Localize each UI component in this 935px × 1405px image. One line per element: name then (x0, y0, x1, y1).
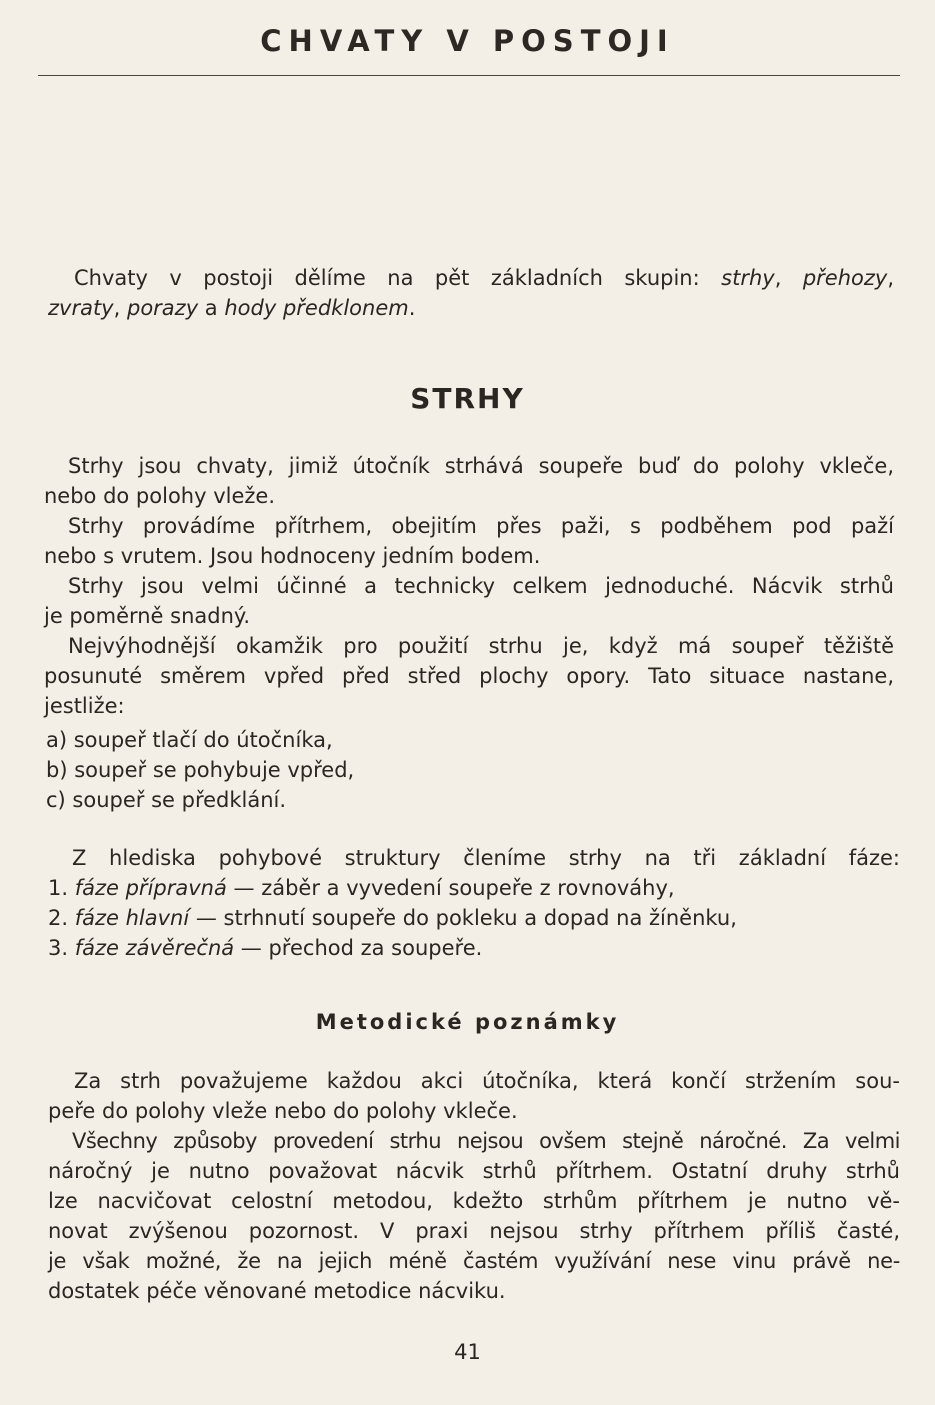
phase-number: 2. (48, 906, 75, 930)
sp2-line-2: náročný je nutno považovat nácvik strhů přítrhem. Ostatní druhy strhů (48, 1159, 900, 1183)
intro-line-2 (48, 293, 894, 323)
section-body (44, 451, 894, 721)
page-header-title: CHVATY V POSTOJI (260, 24, 675, 58)
phase-description: — strhnutí soupeře do pokleku a dopad na žíněnku, (189, 906, 737, 930)
term-prehozy: přehozy (802, 266, 888, 290)
phase-name: fáze závěrečná (74, 936, 235, 960)
sp2-line-6: dostatek péče věnované metodice nácviku. (48, 1279, 506, 1303)
intro-line-1 (48, 263, 894, 293)
p3-line-1: Strhy jsou velmi účinné a technicky celkem jednoduché. Nácvik strhů (68, 574, 894, 598)
page-number: 41 (454, 1340, 481, 1364)
intro-paragraph (48, 263, 894, 323)
subsection-title: Metodické poznámky (315, 1010, 620, 1034)
p4-line-3: jestliže: (44, 694, 125, 718)
p2-line-2: nebo s vrutem. Jsou hodnoceny jedním bodem. (44, 544, 541, 568)
sp1-line-1: Za strh považujeme každou akci útočníka, která končí stržením sou- (74, 1069, 900, 1093)
sp2-line-5: je však možné, že na jejich méně častém využívání nese vinu právě ne- (48, 1249, 900, 1273)
sp1-line-2: peře do polohy vleže nebo do polohy vkleče. (48, 1099, 518, 1123)
term-strhy: strhy (721, 266, 775, 290)
section-title: STRHY (410, 382, 525, 415)
conditions-list (46, 725, 896, 815)
phase-description: — záběr a vyvedení soupeře z rovnováhy, (226, 876, 675, 900)
phase-name: fáze hlavní (74, 906, 190, 930)
separator: . (408, 296, 416, 320)
separator: , (113, 296, 127, 320)
list-item: c) soupeř se předklání. (46, 788, 287, 812)
p4-line-2: posunuté směrem vpřed před střed plochy opory. Tato situace nastane, (44, 664, 894, 688)
phases-block (48, 843, 900, 963)
p1-line-1: Strhy jsou chvaty, jimiž útočník strhává soupeře buď do polohy vkleče, (68, 454, 894, 478)
p2-line-1: Strhy provádíme přítrhem, obejitím přes paži, s podběhem pod paží (68, 514, 894, 538)
phase-number: 3. (48, 936, 75, 960)
sp2-line-1: Všechny způsoby provedení strhu nejsou ovšem stejně náročné. Za velmi (72, 1129, 900, 1153)
list-item: b) soupeř se pohybuje vpřed, (46, 758, 355, 782)
phase-number: 1. (48, 876, 75, 900)
p4-line-1: Nejvýhodnější okamžik pro použití strhu je, když má soupeř těžiště (68, 634, 894, 658)
sp2-line-4: novat zvýšenou pozornost. V praxi nejsou strhy přítrhem příliš časté, (48, 1219, 900, 1243)
term-porazy: porazy (126, 296, 199, 320)
header-rule (38, 75, 900, 76)
list-item: a) soupeř tlačí do útočníka, (46, 728, 333, 752)
separator: , (774, 266, 803, 290)
list-item (48, 903, 900, 933)
term-hody-predklonem: hody předklonem (224, 296, 409, 320)
phase-description: — přechod za soupeře. (234, 936, 483, 960)
phase-name: fáze přípravná (74, 876, 227, 900)
list-item (48, 873, 900, 903)
sp2-line-3: lze nacvičovat celostní metodou, kdežto strhům přítrhem je nutno vě- (48, 1189, 900, 1213)
separator: a (198, 296, 225, 320)
p1-line-2: nebo do polohy vleže. (44, 484, 276, 508)
list-item (48, 933, 900, 963)
intro-text: Chvaty v postoji dělíme na pět základních skupin: (74, 266, 722, 290)
subsection-body (48, 1066, 900, 1306)
p3-line-2: je poměrně snadný. (44, 604, 251, 628)
separator: , (887, 266, 894, 290)
phases-intro: Z hlediska pohybové struktury členíme strhy na tři základní fáze: (72, 846, 900, 870)
term-zvraty: zvraty (48, 296, 114, 320)
